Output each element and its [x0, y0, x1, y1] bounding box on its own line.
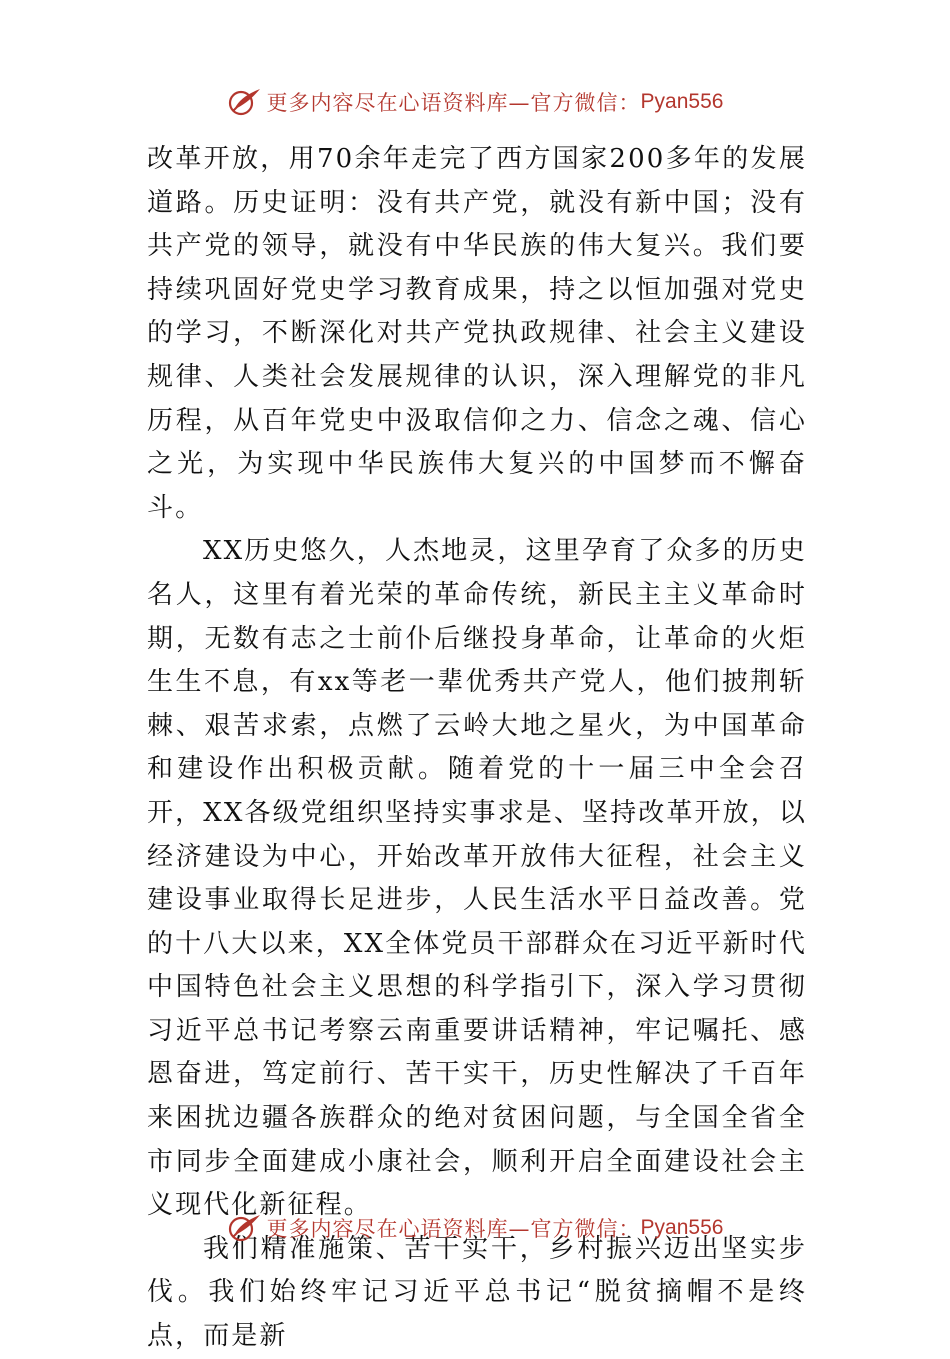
banner-text: 更多内容尽在心语资料库—官方微信： [266, 1217, 641, 1241]
banner-wechat-handle: Pyan556 [640, 1216, 724, 1239]
paragraph: 我们精准施策、苦干实干，乡村振兴迈出坚实步伐。我们始终牢记习近平总书记“脱贫摘帽不是终点，而是新 [147, 1233, 807, 1352]
banner-text: 更多内容尽在心语资料库—官方微信： [266, 91, 641, 115]
paragraph: XX历史悠久，人杰地灵，这里孕育了众多的历史名人，这里有着光荣的革命传统，新民主主义革命时期，无数有志之士前仆后继投身革命，让革命的火炬生生不息，有xx等老一辈优秀共产党人，他们披荆斩棘、艰苦求索，点燃了云岭大地之星火，为中国革命和建设作出积极贡献。随着党的十一届三中全会召开，XX各级党组织坚持实事求是、坚持改革开放，以经济建设为中心，开始改革开放伟大征程，社会主义建设事业取得长足进步，人民生活水平日益改善。党的十八大以来，XX全体党员干部群众在习近平新时代中国特色社会主义思想的科学指引下，深入学习贯彻习近平总书记考察云南重要讲话精神，牢记嘱托、感恩奋进，笃定前行、苦干实干，历史性解决了千百年来困扰边疆各族群众的绝对贫困问题，与全国全省全市同步全面建成小康社会，顺利开启全面建设社会主义现代化新征程。 [147, 536, 807, 1221]
document-body [147, 138, 807, 1359]
banner-wechat-handle: Pyan556 [640, 90, 724, 113]
header-banner [0, 82, 950, 122]
footer-banner [0, 1208, 950, 1248]
quill-pen-logo-icon [227, 86, 263, 118]
quill-pen-logo-icon [227, 1212, 263, 1244]
paragraph-continued: 改革开放，用70余年走完了西方国家200多年的发展道路。历史证明：没有共产党，就没有新中国；没有共产党的领导，就没有中华民族的伟大复兴。我们要持续巩固好党史学习教育成果，持之以恒加强对党史的学习，不断深化对共产党执政规律、社会主义建设规律、人类社会发展规律的认识，深入理解党的非凡历程，从百年党史中汲取信仰之力、信念之魂、信心之光，为实现中华民族伟大复兴的中国梦而不懈奋斗。 [147, 144, 807, 523]
